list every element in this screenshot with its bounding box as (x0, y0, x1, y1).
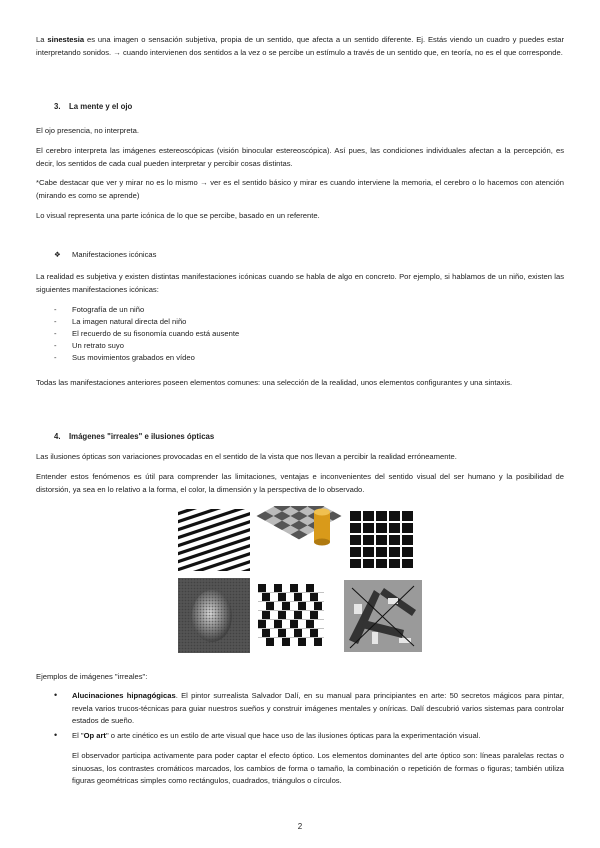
bullet-dot-icon: • (54, 729, 58, 740)
grid-illusion-image (348, 509, 416, 569)
escher-relativity-image (344, 580, 422, 652)
bullet-item-hipnagogicas: • Alucinaciones hipnagógicas. El pintor surrealista Salvador Dalí, en su manual para principiantes en arte: 50 secretos mágicos para pintar, revela varios trucos-técnicas para guiar nuestros sueños y construir imágenes mentales y oníricas. Dalí descubrió varios sistemas para controlar estados de sueño. (54, 690, 564, 725)
s3-paragraph-6: Todas las manifestaciones anteriores poseen elementos comunes: una selección de la realidad, unos elementos configurantes y una sintaxis. (36, 378, 513, 387)
term-sinestesia: sinestesia (47, 35, 85, 44)
list-item: - Fotografía de un niño (54, 304, 454, 316)
s3-paragraph-1: El ojo presencia, no interpreta. (36, 126, 139, 135)
diagonal-lines-illusion-image (178, 509, 250, 571)
checker-shadow-illusion-image (256, 506, 342, 572)
examples-label: Ejemplos de imágenes "irreales": (36, 672, 148, 681)
bullet-item-op-art: • El "Op art" o arte cinético es un estilo de arte visual que hace uso de las ilusiones ópticas para la experimentación visual. (54, 729, 481, 740)
intro-paragraph: La sinestesia es una imagen o sensación subjetiva, propia de un sentido, que afecta a un sentido diferente. Ej. Estás viendo un cuadro y puedes estar interpretando sonidos. → cuando intervienen dos sentidos a la vez o se percibe un estímulo a través de un sentido que, en teoría, no es el que corresponde. (36, 35, 564, 57)
s4-paragraph-1: Las ilusiones ópticas son variaciones provocadas en el sentido de la vista que nos llevan a percibir la realidad erróneamente. (36, 452, 457, 461)
s3-paragraph-5: La realidad es subjetiva y existen distintas manifestaciones icónicas cuando se habla de algo en concreto. Por ejemplo, si hablamos de un niño, existen las siguientes manifestaciones icónicas: (36, 272, 564, 294)
s3-paragraph-3: *Cabe destacar que ver y mirar no es lo mismo → ver es el sentido básico y mirar es cuando interviene la memoria, el cerebro o lo hacemos con atención (mirando es como se aprende) (36, 178, 564, 200)
manifestations-list (54, 304, 454, 364)
term-op-art: Op art (83, 730, 106, 740)
dotted-portrait-image (178, 578, 250, 653)
cafe-wall-illusion-image (258, 584, 324, 650)
section-3-heading: 3. La mente y el ojo (54, 102, 133, 111)
section-4-heading: 4. Imágenes "irreales" e ilusiones ópticas (54, 432, 215, 441)
list-item: - La imagen natural directa del niño (54, 316, 454, 328)
term-hipnagogicas: Alucinaciones hipnagógicas (72, 691, 176, 700)
list-item: - El recuerdo de su fisonomía cuando está ausente (54, 328, 454, 340)
s4-paragraph-2: Entender estos fenómenos es útil para comprender las limitaciones, ventajas e inconvenientes del sentido visual del ser humano y la posibilidad de distorsión, ya sea en lo relativo a la forma, el color, la dimensión y la perspectiva de lo observado. (36, 472, 564, 494)
s3-paragraph-4: Lo visual representa una parte icónica de lo que se percibe, basado en un referente. (36, 211, 320, 220)
s3-paragraph-2: El cerebro interpreta las imágenes estereoscópicas (visión binocular estereoscópica). Así pues, las condiciones individuales afectan a la percepción, es decir, los sentidos de cada cual pueden interpretar y percibir cosas distintas. (36, 146, 564, 168)
list-item: - Sus movimientos grabados en vídeo (54, 352, 454, 364)
examples-bullet-list (54, 690, 564, 742)
list-item: - Un retrato suyo (54, 340, 454, 352)
diamond-bullet-icon: ❖ (54, 250, 61, 259)
subheading-manifestaciones: ❖ Manifestaciones icónicas (54, 250, 157, 259)
s4-paragraph-3: El observador participa activamente para poder captar el efecto óptico. Los elementos dominantes del arte óptico son: líneas paralelas rectas o sinuosas, los contrastes cromáticos marcados, los cambios de forma o tamaño, la combinación o repetición de formas o figuras; también utiliza figuras geométricas simples como rectángulos, cuadrados, triángulos o círculos. (72, 751, 564, 785)
bullet-dot-icon: • (54, 690, 58, 700)
page-number: 2 (297, 822, 303, 831)
